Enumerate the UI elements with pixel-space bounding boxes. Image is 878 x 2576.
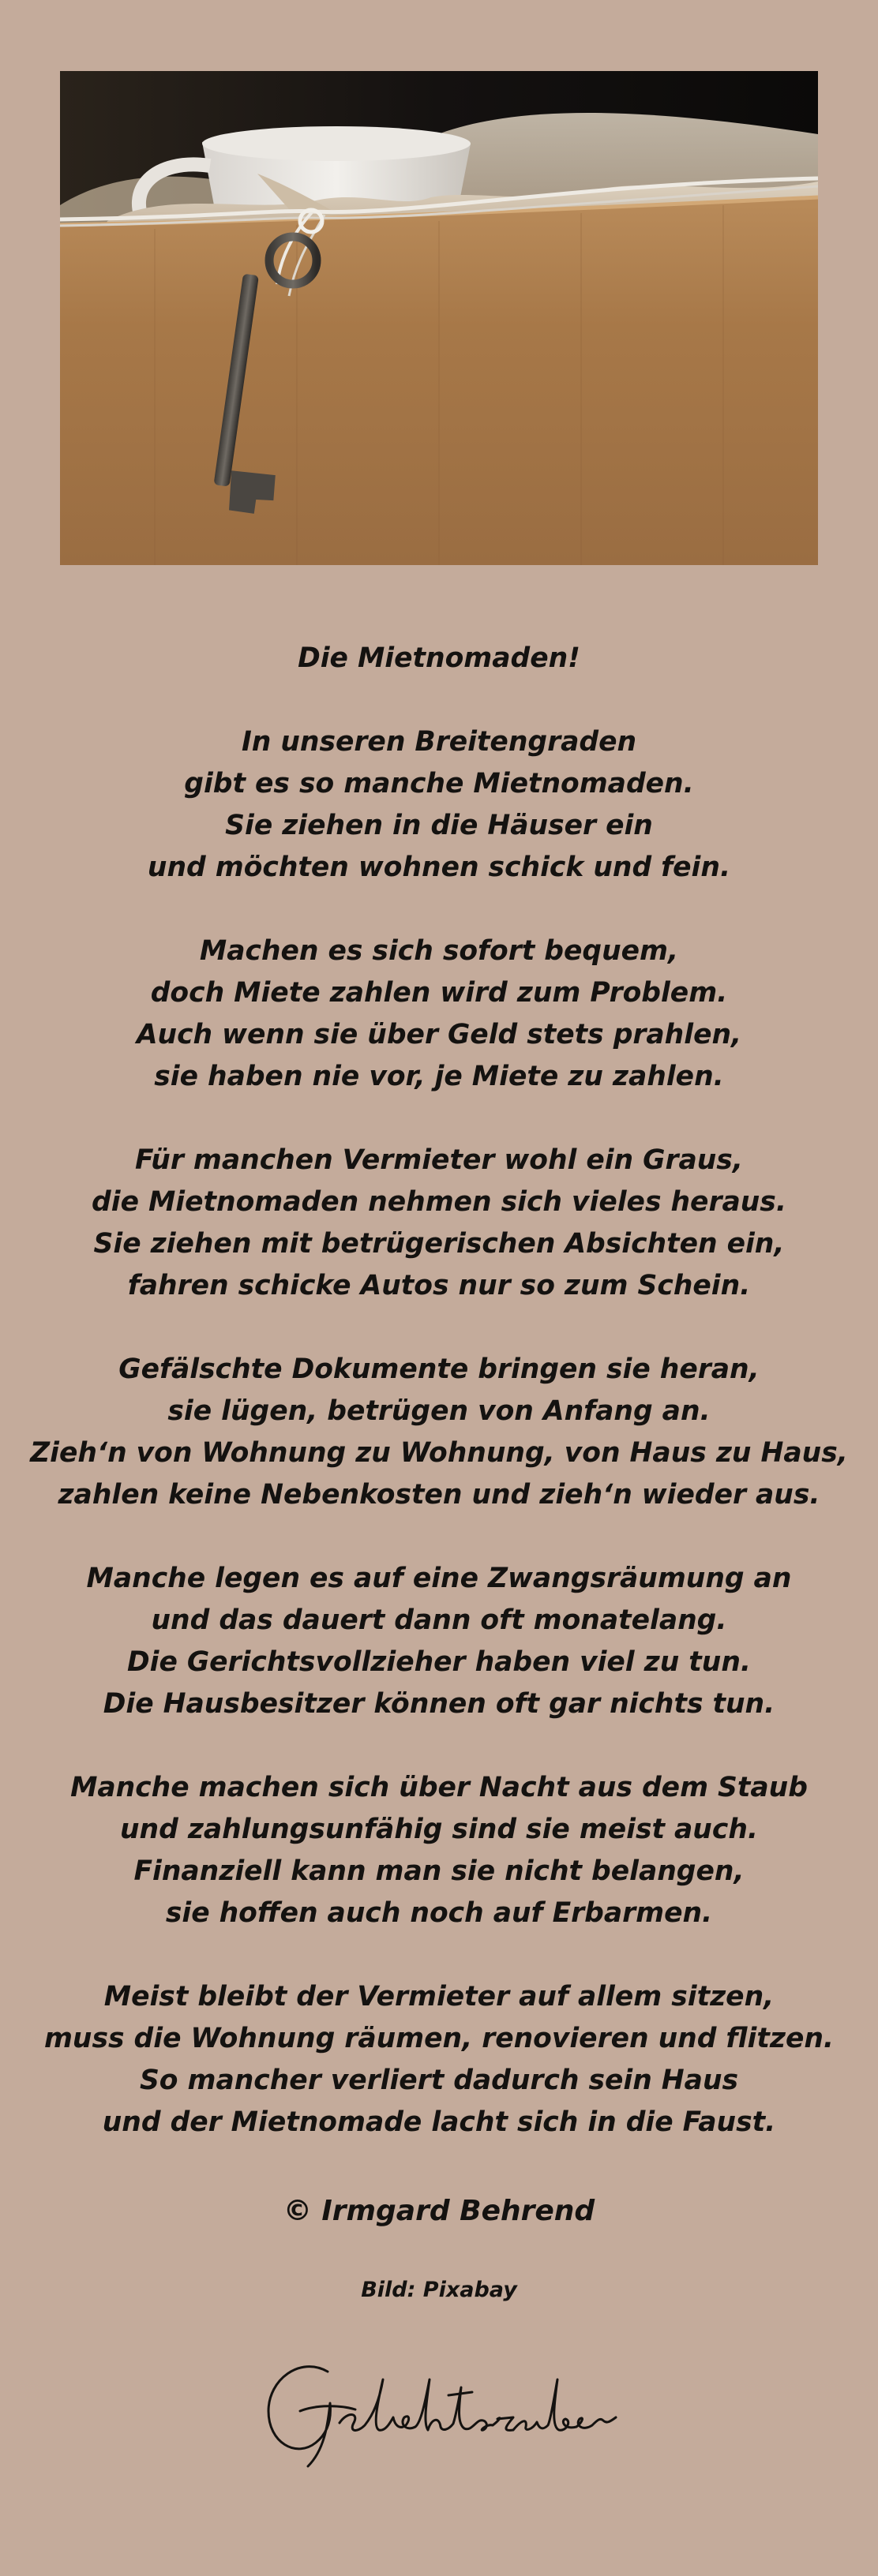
- image-credit: Bild: Pixabay: [361, 2278, 517, 2302]
- poem-line: muss die Wohnung räumen, renovieren und flitzen.: [43, 2023, 835, 2054]
- poem-line: sie haben nie vor, je Miete zu zahlen.: [154, 1061, 724, 1092]
- poem-line: und möchten wohnen schick und fein.: [147, 852, 731, 883]
- stanza-6: [0, 1767, 878, 1934]
- poem-line: Auch wenn sie über Geld stets prahlen,: [136, 1019, 742, 1050]
- poem-line: und das dauert dann oft monatelang.: [151, 1604, 727, 1636]
- stanza-5: [0, 1558, 878, 1725]
- poem-line: Finanziell kann man sie nicht belangen,: [133, 1855, 745, 1887]
- poem-title: Die Mietnomaden!: [298, 642, 580, 674]
- key-on-box-image: [60, 71, 818, 565]
- poem-line: Sie ziehen mit betrügerischen Absichten ein,: [93, 1228, 785, 1260]
- stanza-2: [0, 930, 878, 1098]
- poem-line: Die Hausbesitzer können oft gar nichts tun.: [103, 1688, 775, 1720]
- poem-line: doch Miete zahlen wird zum Problem.: [150, 977, 728, 1009]
- poem-line: Manche machen sich über Nacht aus dem Staub: [70, 1772, 808, 1803]
- poem-line: So mancher verliert dadurch sein Haus: [139, 2065, 739, 2096]
- poem-line: In unseren Breitengraden: [241, 726, 637, 758]
- poem-line: und der Mietnomade lacht sich in die Faust.: [102, 2106, 776, 2138]
- poem-line: sie hoffen auch noch auf Erbarmen.: [165, 1897, 713, 1929]
- poem-line: gibt es so manche Mietnomaden.: [184, 768, 694, 799]
- poem-line: zahlen keine Nebenkosten und zieh‘n wieder aus.: [58, 1479, 820, 1511]
- copyright-author: © Irmgard Behrend: [283, 2195, 595, 2227]
- poem-line: die Mietnomaden nehmen sich vieles heraus.: [92, 1186, 786, 1218]
- poem-line: Meist bleibt der Vermieter auf allem sitzen,: [103, 1981, 775, 2012]
- poem-line: Sie ziehen in die Häuser ein: [225, 810, 653, 841]
- stanza-7: [0, 1976, 878, 2144]
- stanza-1: [0, 721, 878, 889]
- poem: [0, 638, 878, 2185]
- gedichtezauber-signature-logo: [253, 2348, 632, 2474]
- poem-line: fahren schicke Autos nur so zum Schein.: [127, 1270, 751, 1301]
- stanza-4: [0, 1349, 878, 1516]
- poem-line: Machen es sich sofort bequem,: [199, 935, 679, 967]
- poem-line: Für manchen Vermieter wohl ein Graus,: [135, 1144, 743, 1176]
- poem-line: und zahlungsunfähig sind sie meist auch.: [119, 1814, 758, 1845]
- poem-line: sie lügen, betrügen von Anfang an.: [167, 1395, 711, 1427]
- poem-line: Die Gerichtsvollzieher haben viel zu tun.: [126, 1646, 752, 1678]
- poem-line: Gefälschte Dokumente bringen sie heran,: [118, 1354, 760, 1385]
- poem-line: Zieh‘n von Wohnung zu Wohnung, von Haus zu Haus,: [30, 1437, 848, 1469]
- header-photo: [60, 71, 818, 565]
- poem-line: Manche legen es auf eine Zwangsräumung an: [86, 1563, 792, 1594]
- stanza-3: [0, 1140, 878, 1307]
